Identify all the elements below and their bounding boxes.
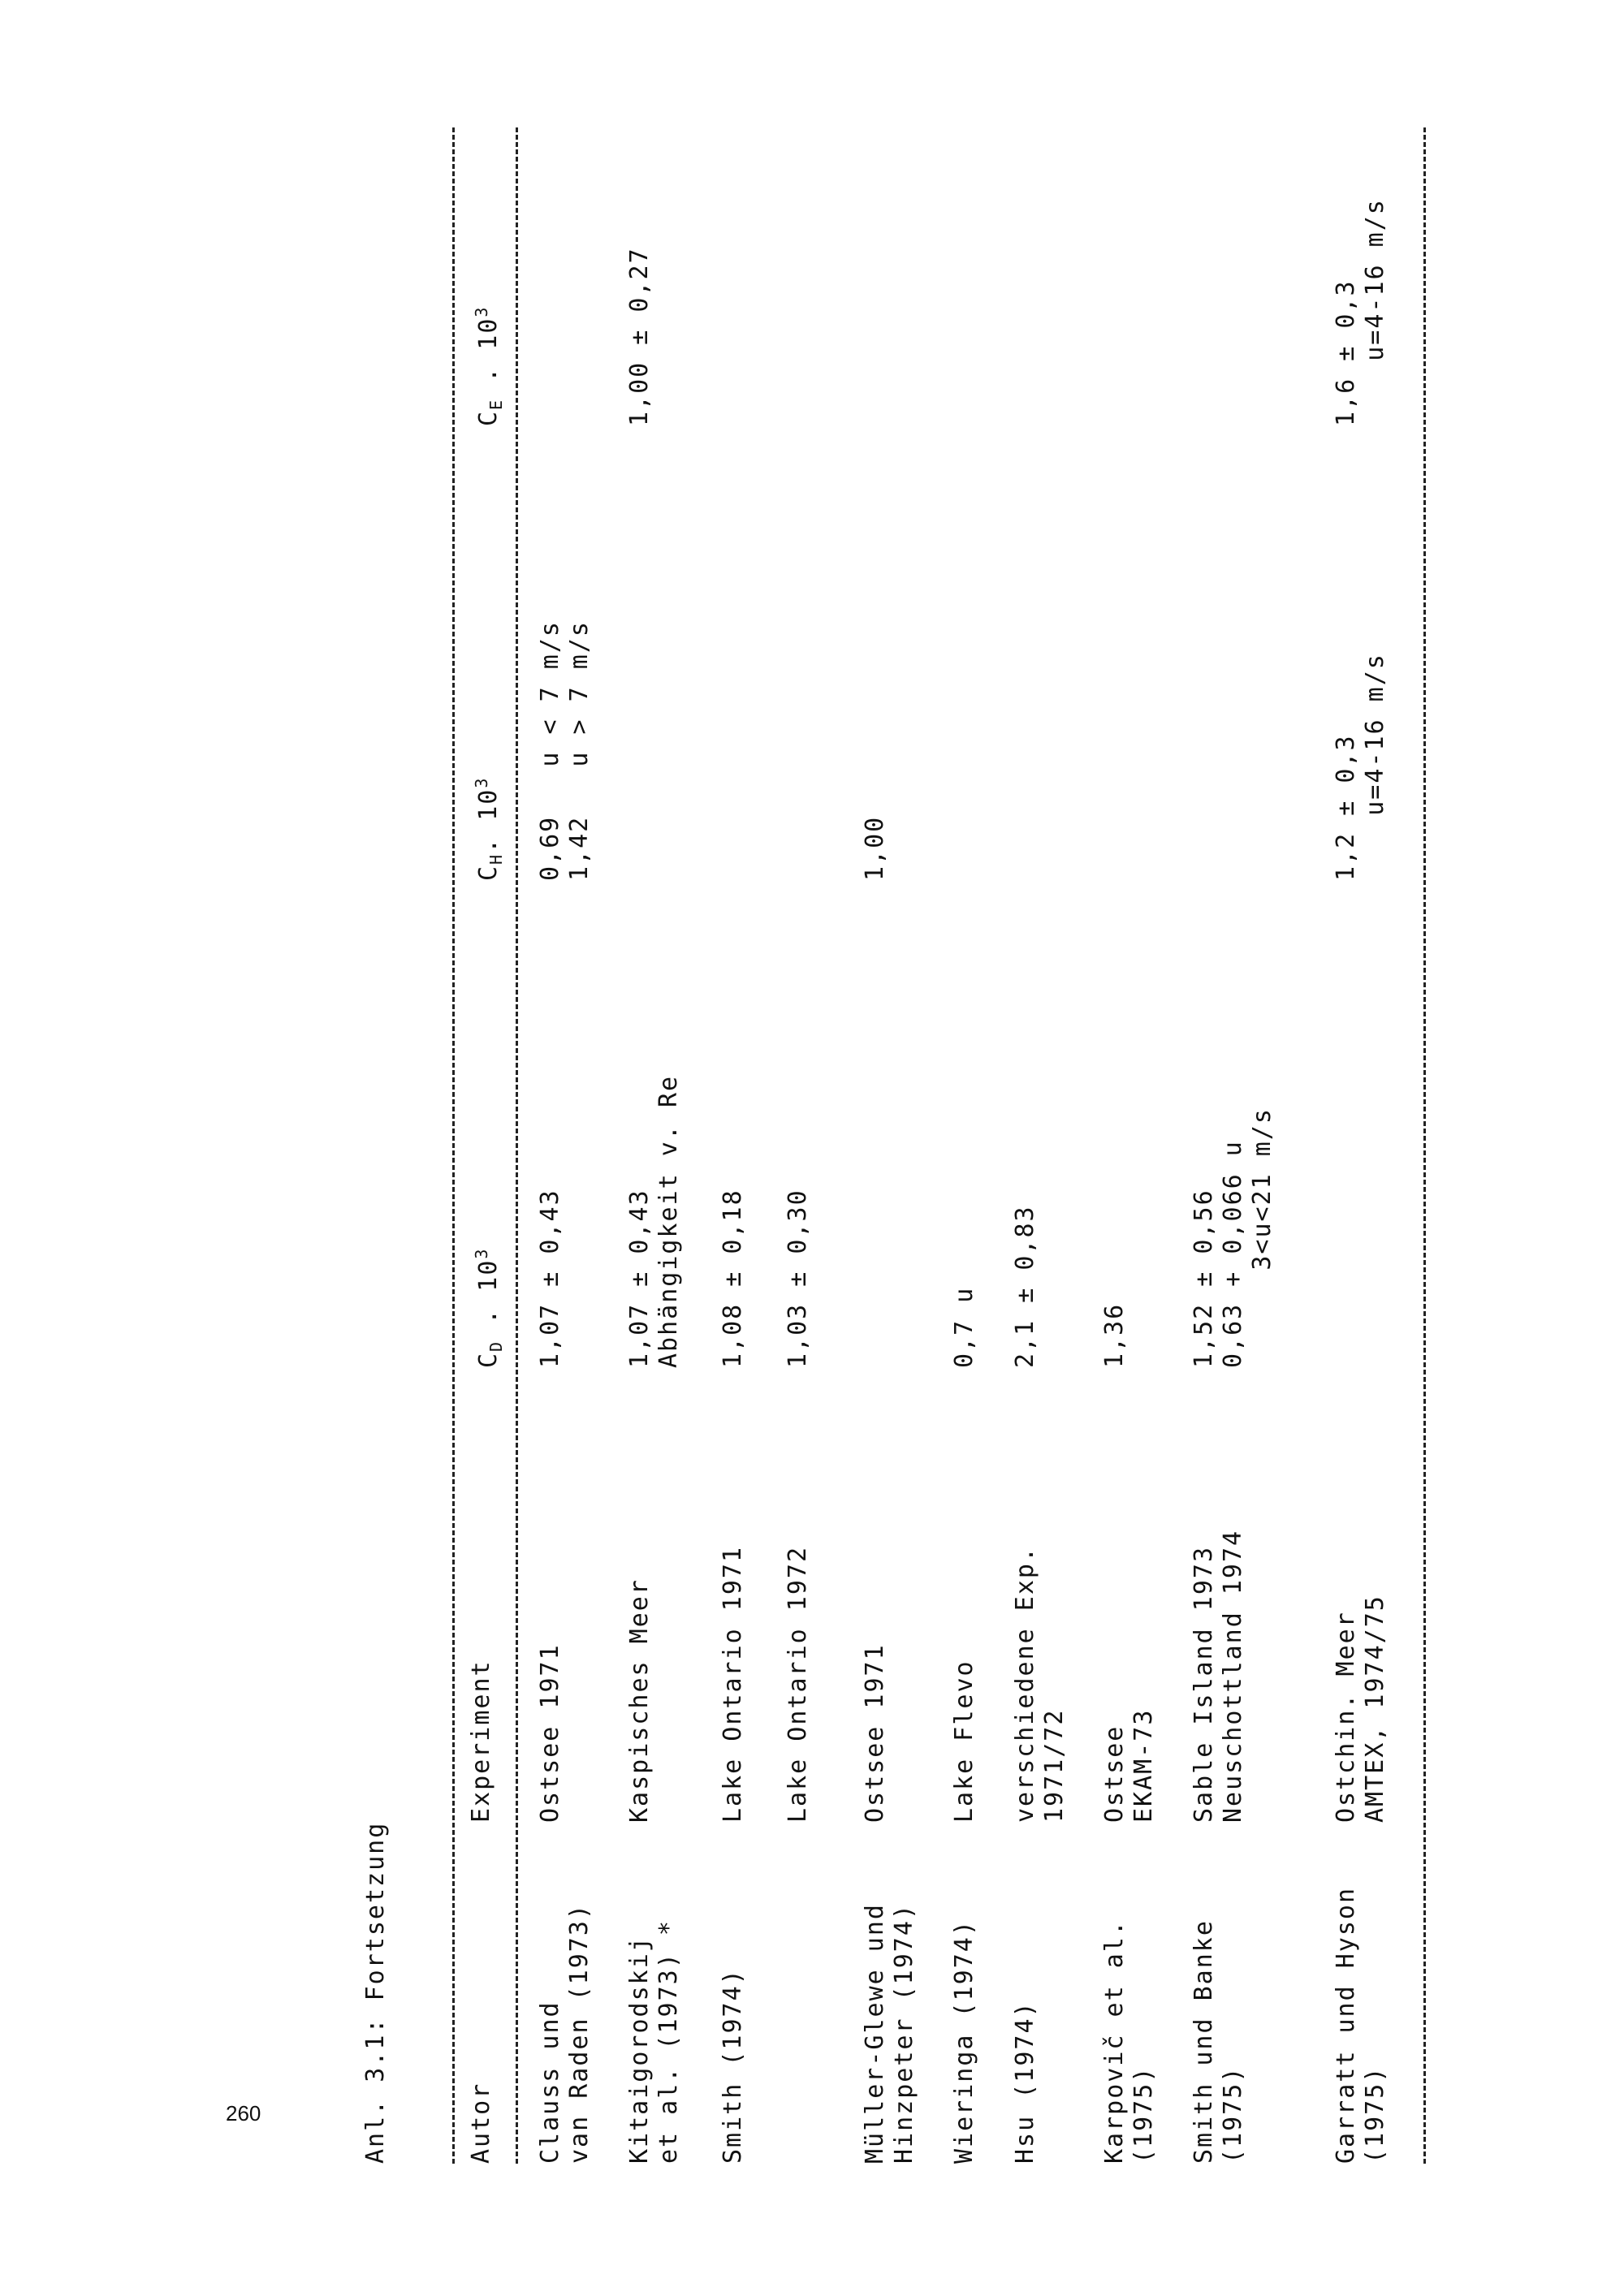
- divider-bottom: [1423, 127, 1426, 2164]
- divider-top: [452, 127, 455, 2164]
- page-number: 260: [226, 2101, 261, 2126]
- header-ce: $C_E$ . $10^3$: [472, 305, 506, 426]
- cell-cd: 1,08 ± 0,18: [719, 1189, 747, 1368]
- rotated-table: [361, 111, 1490, 2164]
- header-ch: $C_H$. $10^3$: [472, 776, 506, 881]
- cell-autor: Karpovič et al. (1975): [1100, 1919, 1158, 2164]
- cell-autor: Müller-Glewe und Hinzpeter (1974): [861, 1903, 918, 2164]
- cell-autor: Hsu (1974): [1011, 2000, 1039, 2164]
- cell-experiment: Ostsee EKAM-73: [1100, 1708, 1158, 1823]
- cell-ch: 0,69 u < 7 m/s 1,42 u > 7 m/s: [536, 620, 594, 881]
- cell-experiment: Lake Ontario 1971: [719, 1545, 747, 1823]
- cell-cd: 1,07 ± 0,43: [536, 1189, 564, 1368]
- cell-experiment: Lake Flevo: [950, 1659, 978, 1823]
- cell-autor: Smith und Banke (1975): [1190, 1919, 1247, 2164]
- cell-experiment: Sable Island 1973 Neuschottland 1974: [1190, 1529, 1247, 1823]
- cell-experiment: Ostsee 1971: [861, 1643, 889, 1823]
- cell-autor: Clauss und van Raden (1973): [536, 1903, 594, 2164]
- cell-autor: Garratt und Hyson (1975): [1332, 1886, 1389, 2164]
- cell-ce: 1,00 ± 0,27: [625, 247, 654, 426]
- cell-cd: 0,7 u: [950, 1286, 978, 1368]
- cell-ce: 1,6 ± 0,3 u=4-16 m/s: [1332, 198, 1389, 426]
- cell-experiment: verschiedene Exp. 1971/72: [1011, 1545, 1069, 1823]
- cell-autor: Kitaigorodskij et al. (1973) *: [625, 1919, 683, 2164]
- cell-ch: 1,2 ± 0,3 u=4-16 m/s: [1332, 653, 1389, 881]
- cell-cd: 1,07 ± 0,43 Abhängigkeit v. Re: [625, 1074, 683, 1368]
- cell-cd: 2,1 ± 0,83: [1011, 1205, 1039, 1368]
- cell-autor: Smith (1974): [719, 1968, 747, 2164]
- cell-autor: Wieringa (1974): [950, 1919, 978, 2164]
- cell-cd: 1,52 ± 0,56 0,63 + 0,066 u 3<u<21 m/s: [1190, 1107, 1276, 1368]
- cell-cd: 1,03 ± 0,30: [784, 1189, 812, 1368]
- cell-experiment: Kaspisches Meer: [625, 1578, 654, 1823]
- cell-experiment: Ostsee 1971: [536, 1643, 564, 1823]
- header-experiment: Experiment: [467, 1659, 495, 1823]
- cell-ch: 1,00: [861, 815, 889, 881]
- table-caption: Anl. 3.1: Fortsetzung: [361, 1821, 390, 2164]
- divider-header: [516, 127, 518, 2164]
- header-autor: Autor: [467, 2082, 495, 2164]
- cell-experiment: Ostchin. Meer AMTEX, 1974/75: [1332, 1595, 1389, 1823]
- cell-cd: 1,36: [1100, 1302, 1129, 1368]
- header-cd: $C_D$ . $10^3$: [472, 1247, 506, 1368]
- cell-experiment: Lake Ontario 1972: [784, 1545, 812, 1823]
